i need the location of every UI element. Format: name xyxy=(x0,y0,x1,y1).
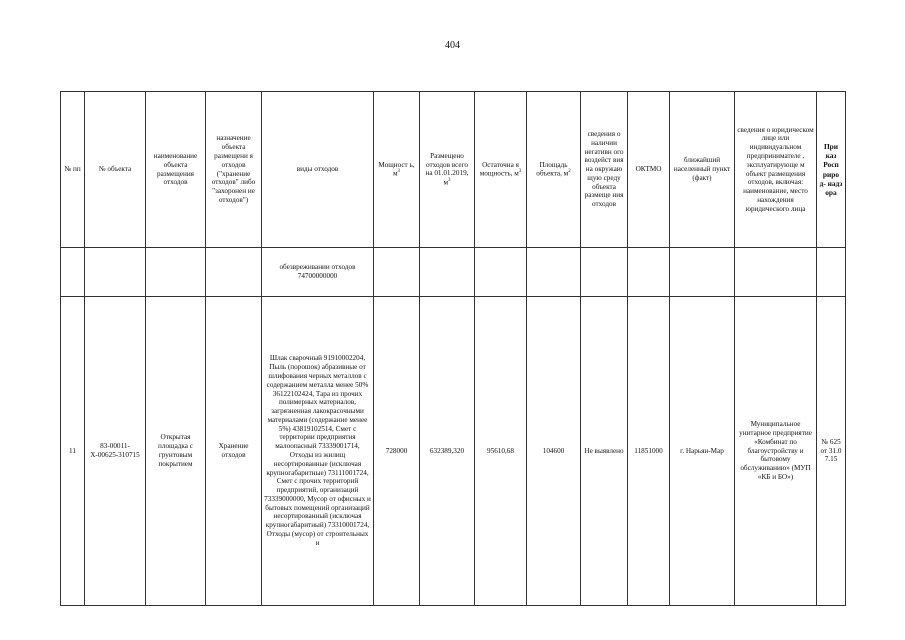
cell-object-no: 83-00011-Х-00625-310715 xyxy=(85,297,146,606)
header-num: № пп xyxy=(61,92,85,248)
header-remaining-label: Остаточна я мощность, м xyxy=(479,160,519,178)
cell-empty xyxy=(581,248,628,297)
cell-waste-types: Шлак сварочный 91910002204, Пыль (порошок) абразивные от шлифования черных металлов с содержанием металла менее 50% 36122102424, Тара из прочих полимерных материалов, загрязненная лакокрасочными материалами (содержание менее 5%) 43819102514, Смет с территории предприятия малоопасный 73339001714, Отходы из жилищ несортированные (исключая крупногабаритные) 73111001724, Смет с прочих территорий предприятий, организаций 73339000000, Мусор от офисных и бытовых помещений организаций несортированный (исключая крупногабаритный) 73310001724, Отходы (мусор) от строительных и xyxy=(262,297,374,606)
cell-empty xyxy=(206,248,262,297)
cell-remaining: 95610,68 xyxy=(475,297,527,606)
table-row xyxy=(61,297,846,606)
cell-purpose: Хранение отходов xyxy=(206,297,262,606)
table-header-row xyxy=(61,92,846,248)
cell-order: № 625 от 31.0 7.15 xyxy=(817,297,846,606)
header-capacity-label: Мощност ь, м xyxy=(378,160,415,178)
cell-empty xyxy=(420,248,475,297)
cell-empty xyxy=(527,248,581,297)
header-object-no: № объекта xyxy=(85,92,146,248)
cell-empty xyxy=(817,248,846,297)
header-placed-unit: 3 xyxy=(448,178,451,184)
header-placed-label: Размещено отходов всего на 01.01.2019, м xyxy=(425,151,469,187)
cell-empty xyxy=(475,248,527,297)
cell-empty xyxy=(628,248,670,297)
cell-empty xyxy=(61,248,85,297)
table-row xyxy=(61,248,846,297)
cell-legal-entity: Муниципальное унитарное предприятие «Комбинат по благоустройству и бытовому обслуживанию» (МУП «КБ и БО») xyxy=(735,297,817,606)
cell-capacity: 728000 xyxy=(374,297,420,606)
waste-objects-table xyxy=(60,91,846,606)
cell-num: 11 xyxy=(61,297,85,606)
header-waste-types: виды отходов xyxy=(262,92,374,248)
cell-impact: Не выявлено xyxy=(581,297,628,606)
header-object-name: наименование объекта размещения отходов xyxy=(146,92,206,248)
header-capacity-unit: 3 xyxy=(397,169,401,175)
cell-empty xyxy=(146,248,206,297)
cell-area: 104600 xyxy=(527,297,581,606)
cell-empty xyxy=(374,248,420,297)
cell-empty xyxy=(735,248,817,297)
cell-placed: 632389,320 xyxy=(420,297,475,606)
cell-object-name: Открытая площадка с грунтовым покрытием xyxy=(146,297,206,606)
header-remaining xyxy=(475,92,527,248)
header-oktmo: ОКТМО xyxy=(628,92,670,248)
cell-empty xyxy=(85,248,146,297)
cell-waste-types-continued: обезвреживании отходов 74700000000 xyxy=(262,248,374,297)
header-placed xyxy=(420,92,475,248)
cell-oktmo: 11851000 xyxy=(628,297,670,606)
header-order: При каз Росп риро д- надз ора xyxy=(817,92,846,248)
header-locality: ближайший населенный пункт (факт) xyxy=(670,92,735,248)
header-area-unit: 2 xyxy=(568,169,571,175)
header-capacity xyxy=(374,92,420,248)
header-impact: сведения о наличии негативн ого воздейст вия на окружаю щую среду объекта размеще ния отходов xyxy=(581,92,628,248)
header-purpose: назначение объекта размещени я отходов ("хранение отходов" либо "захоронен ие отходов") xyxy=(206,92,262,248)
cell-locality: г. Нарьян-Мар xyxy=(670,297,735,606)
header-legal-entity: сведения о юридическом лице или индивидуальном предпринимателе , эксплуатирующе м объект размещения отходов, включая: наименование, место нахождения юридического лица xyxy=(735,92,817,248)
header-area xyxy=(527,92,581,248)
cell-empty xyxy=(670,248,735,297)
header-area-label: Площадь объекта, м xyxy=(536,160,569,178)
header-remaining-unit: 3 xyxy=(518,169,522,175)
page-number: 404 xyxy=(445,40,460,51)
